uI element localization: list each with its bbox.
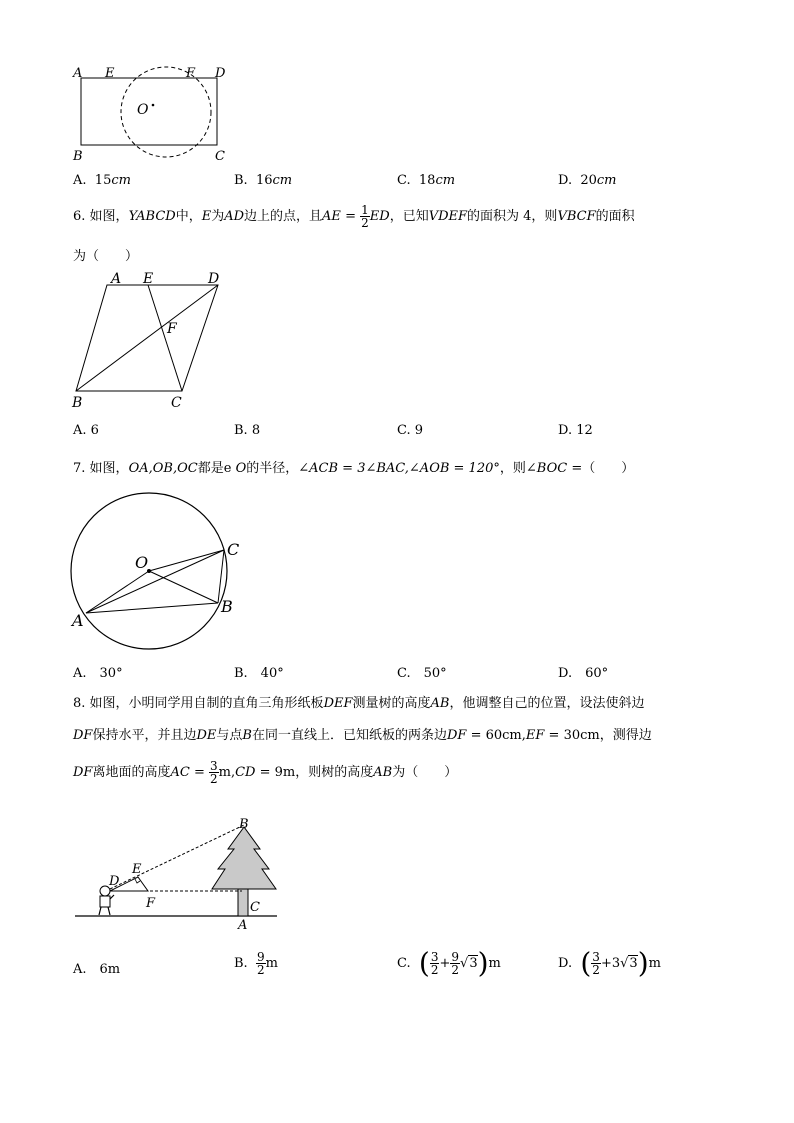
q7-text: ，则	[499, 461, 526, 476]
q8-math: =	[189, 765, 209, 780]
q6-label-c: C	[171, 395, 182, 411]
q6-label-a: A	[111, 271, 122, 287]
q8-option-c-den1: 2	[430, 963, 439, 977]
q8-math: AB	[373, 765, 393, 780]
q6-stem-line2: 为（ ）	[73, 249, 139, 264]
q8-option-c[interactable]	[397, 945, 501, 983]
right-paren-icon: )	[477, 946, 489, 980]
q5-option-c-value: 18	[418, 173, 436, 188]
q6-label-e: E	[143, 271, 154, 287]
q8-text: 为（ ）	[392, 765, 458, 780]
q8-math: EF	[525, 728, 545, 743]
q6-math: YABCD	[128, 209, 176, 224]
q8-stem-line1	[73, 692, 644, 711]
q5-option-a-value: 15	[94, 173, 112, 188]
q5-label-c: C	[215, 149, 225, 164]
q8-tree-trunk	[238, 889, 248, 916]
q8-text: ，则树的高度	[295, 765, 374, 780]
q8-math: B	[242, 728, 252, 743]
q5-option-c-unit: cm	[435, 173, 456, 188]
q6-math: =	[345, 209, 356, 224]
q6-text: 如图，	[89, 209, 129, 224]
q8-label-a: A	[238, 918, 248, 933]
q8-option-d-frac	[591, 951, 601, 976]
q6-text: ，已知	[389, 209, 429, 224]
q5-option-d-value: 20	[580, 173, 597, 188]
q8-math: DE	[196, 728, 217, 743]
tree-icon	[212, 827, 276, 889]
q8-option-c-radicand: 3	[469, 956, 478, 971]
q8-math: = 9m	[255, 765, 296, 780]
q8-text: 离地面的高度	[92, 765, 171, 780]
q8-option-c-unit: m	[488, 956, 501, 971]
q6-text: 的面积	[595, 209, 635, 224]
q5-option-d-unit: cm	[596, 173, 617, 188]
q8-text: ，他调整自己的位置，设法使斜边	[449, 696, 645, 711]
q7-text: （ ）	[582, 461, 635, 476]
q8-math: = 60cm,	[466, 728, 526, 743]
q8-label-c: C	[250, 900, 260, 915]
q6-option-a[interactable]: A. 6	[73, 423, 99, 438]
q8-math: DF	[446, 728, 467, 743]
q8-math: DEF	[323, 696, 353, 711]
q6-label-f: F	[167, 321, 177, 337]
q8-frac-num: 3	[209, 759, 218, 773]
q5-option-b-letter: B.	[234, 173, 248, 188]
q6-line-bd	[76, 285, 218, 391]
q6-option-d[interactable]: D. 12	[558, 423, 593, 438]
q6-frac-den: 2	[361, 216, 369, 230]
q8-option-d-unit: m	[648, 956, 661, 971]
right-paren-icon: )	[637, 946, 649, 980]
q8-option-c-plus: +	[439, 956, 451, 971]
left-paren-icon: (	[418, 946, 430, 980]
q6-label-d: D	[208, 271, 220, 287]
q5-option-a-letter: A.	[73, 173, 87, 188]
q7-label-o: O	[135, 553, 149, 572]
q7-line-ac	[86, 550, 224, 613]
q8-text: 如图，小明同学用自制的直角三角形纸板	[89, 696, 324, 711]
q5-option-d[interactable]	[558, 173, 617, 188]
q6-math: AE	[322, 209, 341, 224]
q6-math: ED	[369, 209, 390, 224]
q7-text: 都是	[197, 461, 224, 476]
q7-text: 的半径，	[246, 461, 299, 476]
q7-option-a[interactable]: A. 30°	[73, 666, 123, 681]
q5-option-c[interactable]	[397, 173, 455, 188]
q5-option-b-unit: cm	[272, 173, 293, 188]
q8-text: ，测得边	[599, 728, 652, 743]
q8-option-d[interactable]	[558, 945, 661, 983]
q8-option-d-radicand: 3	[629, 956, 638, 971]
q8-option-d-den: 2	[592, 963, 600, 977]
q7-number: 7.	[73, 461, 86, 476]
q7-label-c: C	[227, 540, 240, 559]
q8-stem-line3	[73, 758, 457, 788]
q7-line-oc	[149, 550, 224, 571]
q8-option-b[interactable]	[234, 945, 278, 983]
q8-math: m,	[218, 765, 236, 780]
q7-label-b: B	[221, 597, 233, 616]
q6-option-c[interactable]: C. 9	[397, 423, 424, 438]
q6-text: 边上的点，且	[244, 209, 323, 224]
q8-fraction	[209, 760, 219, 785]
q5-label-o: O	[137, 102, 149, 118]
q7-math: ∠BOC =	[525, 461, 583, 476]
q8-option-b-den: 2	[256, 963, 265, 977]
q5-rectangle	[81, 78, 217, 145]
q8-label-d: D	[109, 874, 120, 889]
q8-text: 在同一直线上．已知纸板的两条边	[251, 728, 447, 743]
q8-math: DF	[73, 728, 93, 743]
q8-math: CD	[235, 765, 256, 780]
q8-math: = 30cm	[544, 728, 600, 743]
q8-stem-line2	[73, 724, 652, 743]
q8-math: DF	[73, 765, 93, 780]
q6-text: 为	[211, 209, 225, 224]
q8-option-b-unit: m	[265, 956, 278, 971]
q7-option-b[interactable]: B. 40°	[234, 666, 284, 681]
q8-option-b-letter: B.	[234, 956, 248, 971]
q7-option-c[interactable]: C. 50°	[397, 666, 447, 681]
q7-option-d[interactable]: D. 60°	[558, 666, 609, 681]
q8-frac-den: 2	[209, 772, 218, 786]
q8-figure	[72, 815, 282, 935]
q7-figure	[60, 492, 250, 642]
q6-fraction	[360, 204, 370, 229]
q6-label-b: B	[72, 395, 83, 411]
q7-text: 如图，	[89, 461, 129, 476]
q6-number: 6.	[73, 209, 86, 224]
q8-math: AC	[170, 765, 190, 780]
q8-option-b-num: 9	[256, 950, 265, 964]
q8-option-d-num: 3	[592, 950, 600, 964]
q5-center-point	[152, 104, 155, 107]
q8-option-a[interactable]: A. 6m	[73, 962, 121, 977]
q8-math: AB	[430, 696, 450, 711]
q5-label-f: F	[186, 66, 196, 81]
sqrt-icon: √	[620, 956, 629, 971]
q5-label-b: B	[73, 149, 83, 164]
q8-label-e: E	[132, 862, 142, 877]
q7-line-ob	[149, 571, 218, 603]
q6-text: 的面积为 4，则	[467, 209, 558, 224]
q8-text: 与点	[216, 728, 243, 743]
q8-label-b: B	[239, 817, 249, 832]
q7-math: ∠ACB = 3∠BAC,∠AOB = 120°	[298, 461, 500, 476]
q8-number: 8.	[73, 696, 86, 711]
q7-math: OA,OB,OC	[128, 461, 198, 476]
q5-label-d: D	[215, 66, 226, 81]
q8-option-c-frac2	[450, 951, 460, 976]
q8-option-b-fraction	[256, 951, 266, 976]
q8-text: 保持水平，并且边	[92, 728, 197, 743]
q8-text: 测量树的高度	[352, 696, 431, 711]
q7-line-oa	[86, 571, 149, 613]
q6-math: E	[201, 209, 212, 224]
q6-math: VBCF	[557, 209, 596, 224]
q6-frac-num: 1	[361, 203, 369, 217]
q6-math: AD	[224, 209, 245, 224]
q8-label-f: F	[146, 896, 156, 911]
q5-dashed-circle	[121, 67, 211, 157]
q5-figure	[60, 58, 240, 170]
q5-option-a-unit: cm	[111, 173, 131, 188]
q8-option-c-den2: 2	[451, 963, 460, 977]
q5-option-b[interactable]	[234, 173, 292, 188]
q5-option-b-value: 16	[255, 173, 273, 188]
q5-label-e: E	[105, 66, 115, 81]
q6-line-ec	[148, 285, 182, 391]
left-paren-icon: (	[580, 946, 592, 980]
q8-option-c-letter: C.	[397, 956, 411, 971]
q8-option-c-num1: 3	[430, 950, 439, 964]
q5-option-c-letter: C.	[397, 173, 411, 188]
q7-math: e	[223, 461, 232, 476]
q5-option-a[interactable]	[73, 173, 131, 188]
q6-option-b[interactable]: B. 8	[234, 423, 261, 438]
q8-option-c-num2: 9	[451, 950, 460, 964]
q8-option-d-plus: +3	[600, 956, 621, 971]
q5-option-d-letter: D.	[558, 173, 573, 188]
q6-figure	[65, 268, 235, 413]
q5-label-a: A	[73, 66, 83, 81]
q6-stem-line1	[73, 204, 635, 230]
q7-math: O	[235, 461, 247, 476]
q7-stem	[73, 457, 634, 476]
q6-math: VDEF	[428, 209, 468, 224]
q6-text: 中，	[175, 209, 202, 224]
q7-label-a: A	[72, 611, 84, 630]
q8-option-d-letter: D.	[558, 956, 573, 971]
sqrt-icon: √	[460, 956, 469, 971]
